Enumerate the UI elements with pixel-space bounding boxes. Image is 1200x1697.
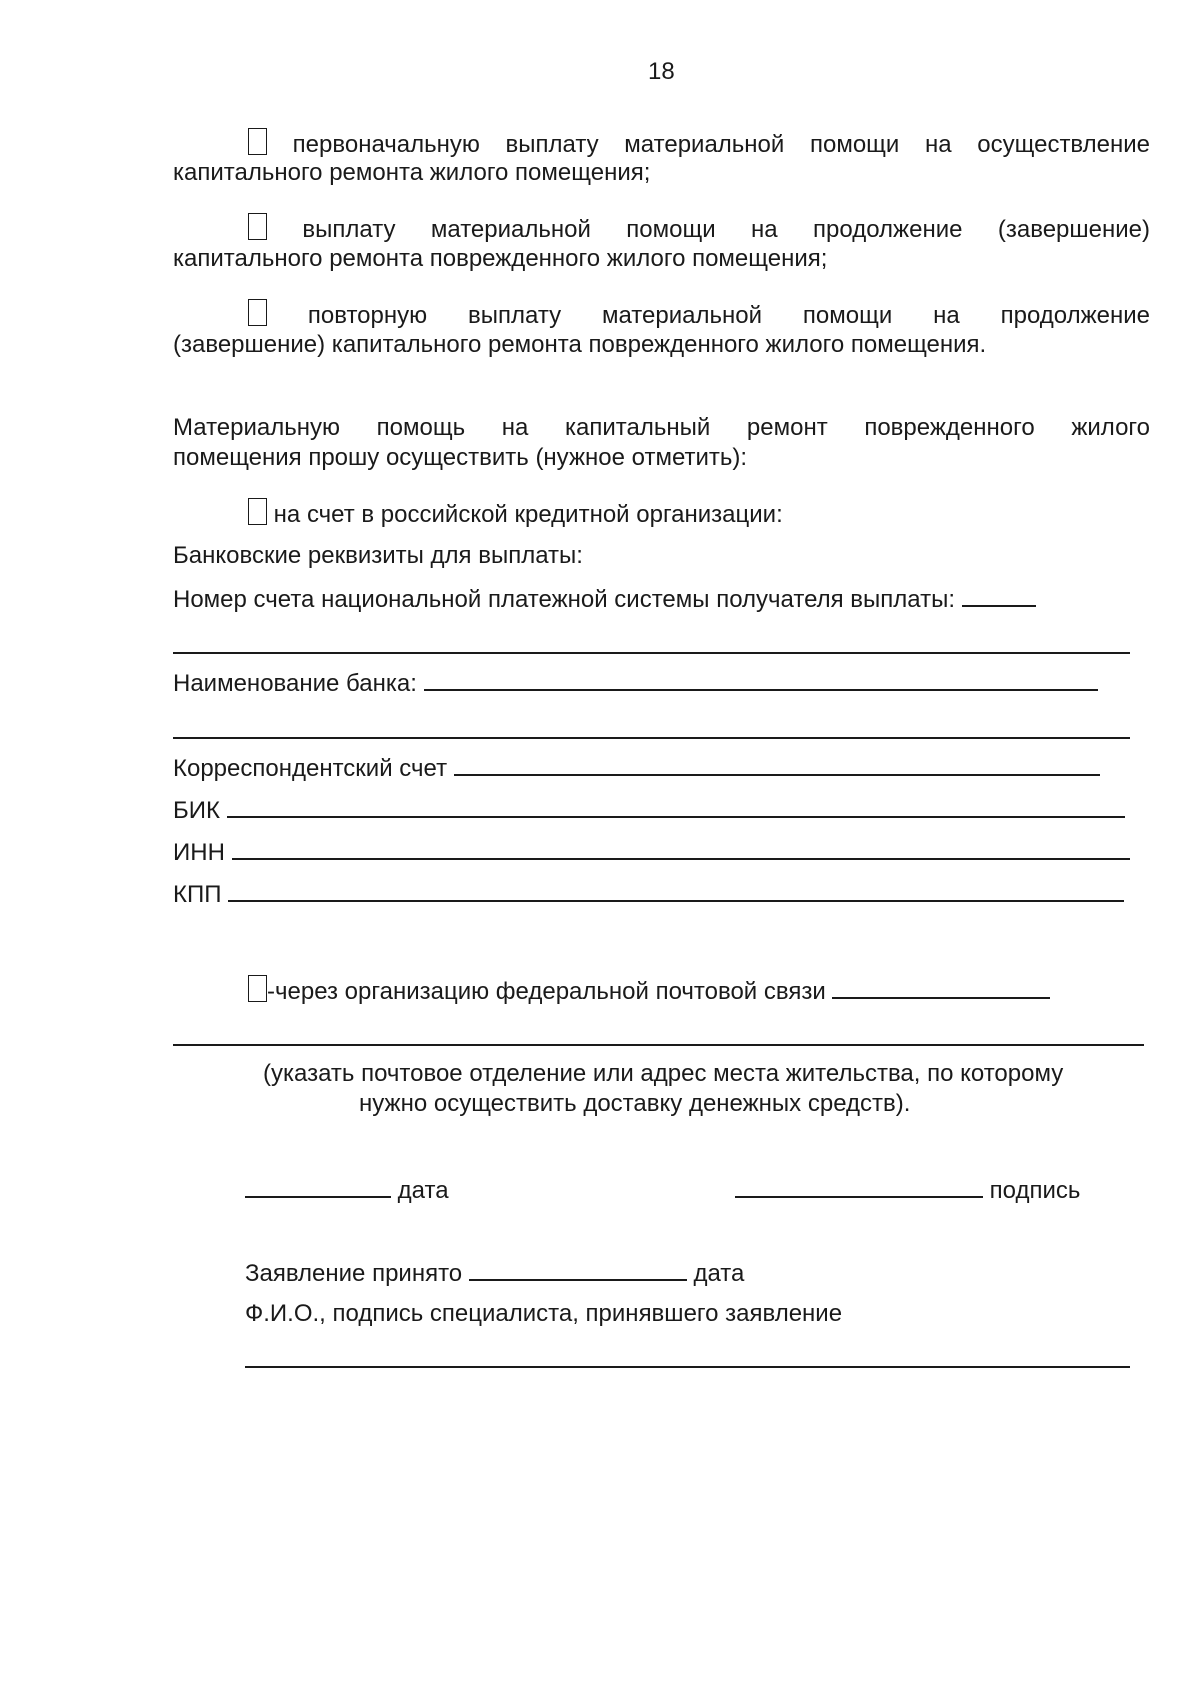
- bank-details-heading: Банковские реквизиты для выплаты:: [173, 542, 583, 569]
- bank-name-field-line2[interactable]: [173, 737, 1130, 739]
- applicant-date-label: дата: [397, 1177, 449, 1204]
- account-number-field[interactable]: [962, 583, 1036, 607]
- method-intro-cont: помещения прошу осуществить (нужное отметить):: [173, 444, 748, 471]
- payment-option-repeat: [248, 299, 1150, 331]
- post-office-field-line2[interactable]: [173, 1044, 1144, 1046]
- payment-option-initial-cont: капитального ремонта жилого помещения;: [173, 159, 651, 186]
- payment-option-repeat-text: повторную выплату материальной помощи на продолжение: [307, 302, 1150, 329]
- post-note-cont: нужно осуществить доставку денежных средств).: [359, 1090, 911, 1117]
- correspondent-account-row: [173, 752, 1100, 784]
- specialist-label: Ф.И.О., подпись специалиста, принявшего заявление: [245, 1300, 843, 1327]
- inn-field[interactable]: [232, 836, 1130, 860]
- applicant-date-field[interactable]: [245, 1174, 391, 1198]
- payment-option-continue-cont: капитального ремонта поврежденного жилого помещения;: [173, 245, 828, 272]
- payment-option-repeat-cont: (завершение) капитального ремонта поврежденного жилого помещения.: [173, 331, 987, 358]
- checkbox-bank-transfer[interactable]: [248, 498, 267, 525]
- acceptance-date-label: дата: [693, 1260, 745, 1287]
- acceptance-label: Заявление принято: [245, 1260, 463, 1287]
- bank-option-label: на счет в российской кредитной организации:: [273, 501, 783, 528]
- bik-field[interactable]: [227, 794, 1125, 818]
- payment-option-continue: [248, 213, 1150, 245]
- post-office-field[interactable]: [832, 975, 1050, 999]
- kpp-field[interactable]: [228, 878, 1124, 902]
- inn-label: ИНН: [173, 839, 225, 866]
- method-intro: Материальную помощь на капитальный ремонт поврежденного жилого: [173, 414, 1150, 441]
- checkbox-continue-payment[interactable]: [248, 213, 267, 240]
- page-number: 18: [648, 58, 675, 85]
- inn-row: [173, 836, 1130, 868]
- bank-option: [248, 498, 783, 530]
- bank-name-label: Наименование банка:: [173, 670, 417, 697]
- checkbox-repeat-payment[interactable]: [248, 299, 267, 326]
- payment-option-initial-text: первоначальную выплату материальной помощи на осуществление: [292, 131, 1150, 158]
- payment-option-continue-text: выплату материальной помощи на продолжение (завершение): [302, 216, 1150, 243]
- bank-name-field[interactable]: [424, 667, 1098, 691]
- post-option-label: -через организацию федеральной почтовой связи: [267, 978, 826, 1005]
- checkbox-initial-payment[interactable]: [248, 128, 267, 155]
- applicant-signature-label: подпись: [989, 1177, 1081, 1204]
- applicant-signature-row: [735, 1174, 1080, 1206]
- payment-option-initial: [248, 128, 1150, 160]
- applicant-date-row: [245, 1174, 449, 1206]
- kpp-label: КПП: [173, 881, 222, 908]
- account-number-row: [173, 583, 1036, 615]
- bik-label: БИК: [173, 797, 220, 824]
- bik-row: [173, 794, 1125, 826]
- correspondent-account-label: Корреспондентский счет: [173, 755, 448, 782]
- acceptance-row: [245, 1257, 744, 1289]
- account-number-label: Номер счета национальной платежной системы получателя выплаты:: [173, 586, 956, 613]
- acceptance-date-field[interactable]: [469, 1257, 687, 1281]
- post-note: (указать почтовое отделение или адрес места жительства, по которому: [263, 1060, 1064, 1087]
- checkbox-post-delivery[interactable]: [248, 975, 267, 1002]
- applicant-signature-field[interactable]: [735, 1174, 983, 1198]
- kpp-row: [173, 878, 1124, 910]
- bank-name-row: [173, 667, 1098, 699]
- correspondent-account-field[interactable]: [454, 752, 1100, 776]
- account-number-field-line2[interactable]: [173, 652, 1130, 654]
- specialist-signature-field[interactable]: [245, 1366, 1130, 1368]
- post-option: [248, 975, 1050, 1007]
